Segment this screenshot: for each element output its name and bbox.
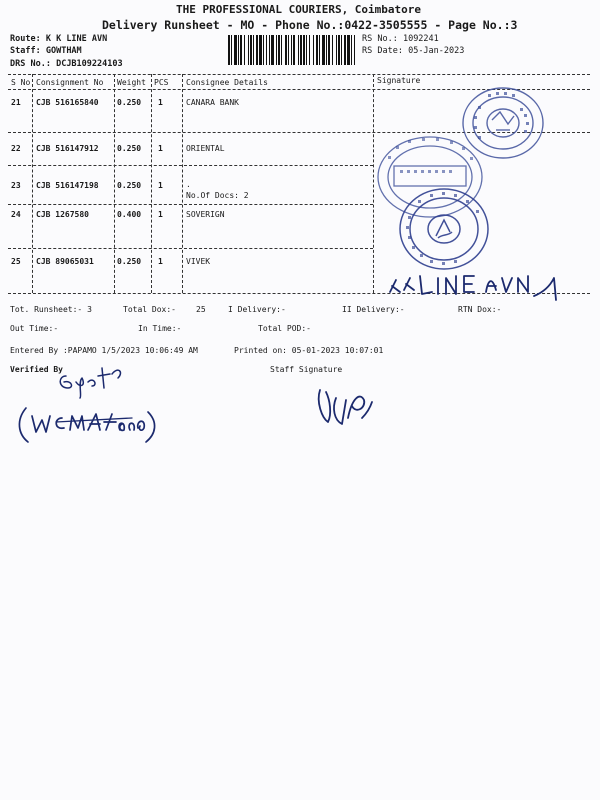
barcode-bar xyxy=(354,35,355,65)
barcode-bar xyxy=(351,35,352,65)
barcode-bar xyxy=(281,35,282,65)
barcode-bar xyxy=(231,35,232,65)
row-pcs: 1 xyxy=(158,257,163,266)
barcode-bar xyxy=(285,35,287,65)
col-divider xyxy=(151,74,152,293)
barcode-bar xyxy=(269,35,270,65)
col-header-signature: Signature xyxy=(377,76,421,85)
barcode-bar xyxy=(298,35,299,65)
barcode-bar xyxy=(276,35,277,65)
row-sno: 21 xyxy=(11,98,21,107)
barcode-bar xyxy=(266,35,267,65)
row-consignee: VIVEK xyxy=(186,257,211,266)
verified-by: Verified By xyxy=(10,365,63,374)
staff-value: GOWTHAM xyxy=(45,46,82,56)
row-note: No.Of Docs: 2 xyxy=(186,191,249,200)
company-title: THE PROFESSIONAL COURIERS, Coimbatore xyxy=(176,3,422,16)
barcode-bar xyxy=(316,35,318,65)
row-sno: 24 xyxy=(11,210,21,219)
barcode-bar xyxy=(313,35,314,65)
barcode-bar xyxy=(271,35,274,65)
barcode-bar xyxy=(263,35,264,65)
col-header-pcs: PCS xyxy=(154,78,169,87)
row-consignee: CANARA BANK xyxy=(186,98,239,107)
barcode-bar xyxy=(336,35,337,65)
rtn-dox: RTN Dox:- xyxy=(458,305,502,314)
row-weight: 0.250 xyxy=(117,144,142,153)
drs-label: DRS No.: xyxy=(10,59,51,69)
col-divider xyxy=(32,74,33,293)
row-weight: 0.250 xyxy=(117,98,142,107)
entered-by: Entered By :PAPAMO 1/5/2023 10:06:49 AM xyxy=(10,346,198,355)
route-row xyxy=(10,34,107,44)
barcode-bar xyxy=(306,35,307,65)
ii-delivery: II Delivery:- xyxy=(342,305,405,314)
out-time: Out Time:- xyxy=(10,324,59,333)
col-divider xyxy=(182,74,183,293)
route-value: K K LINE AVN xyxy=(45,34,108,44)
printed-on: Printed on: 05-01-2023 10:07:01 xyxy=(234,346,384,355)
rs-date-label: RS Date: xyxy=(362,46,403,56)
row-sno: 22 xyxy=(11,144,21,153)
barcode-bar xyxy=(347,35,350,65)
barcode-bar xyxy=(240,35,242,65)
in-time: In Time:- xyxy=(138,324,182,333)
sovereign-syndicate-stamp xyxy=(396,186,492,272)
barcode-bar xyxy=(341,35,342,65)
row-consignee: SOVERIGN xyxy=(186,210,225,219)
i-delivery: I Delivery:- xyxy=(228,305,286,314)
barcode-bar xyxy=(238,35,239,65)
barcode-bar xyxy=(322,35,325,65)
barcode-bar xyxy=(332,35,333,65)
col-header-weight: Weight xyxy=(117,78,146,87)
handwritten-bottom-scrawl xyxy=(16,404,158,444)
barcode-bar xyxy=(338,35,340,65)
barcode-bar xyxy=(293,35,295,65)
rs-date-value: 05-Jan-2023 xyxy=(408,46,465,56)
rs-no-value: 1092241 xyxy=(402,34,439,44)
total-dox-label: Total Dox:- xyxy=(123,305,176,314)
staff-signature-label: Staff Signature xyxy=(270,365,343,374)
staff-signature-mark xyxy=(312,378,378,430)
row-pcs: 1 xyxy=(158,210,163,219)
barcode-bar xyxy=(328,35,330,65)
row-pcs: 1 xyxy=(158,144,163,153)
row-pcs: 1 xyxy=(158,181,163,190)
row-sno: 23 xyxy=(11,181,21,190)
row-consignment: CJB 89065031 xyxy=(36,257,94,266)
handwritten-kk-line-signature xyxy=(384,266,570,306)
staff-row xyxy=(10,46,82,56)
barcode-bar xyxy=(278,35,280,65)
staff-label: Staff: xyxy=(10,46,41,56)
barcode-bar xyxy=(253,35,254,65)
barcode-bar xyxy=(303,35,305,65)
runsheet-subtitle: Delivery Runsheet - MO - Phone No.:0422-3505555 - Page No.:3 xyxy=(102,18,518,32)
row-consignment: CJB 516165840 xyxy=(36,98,99,107)
row-consignment: CJB 516147912 xyxy=(36,144,99,153)
route-label: Route: xyxy=(10,34,41,44)
barcode-bar xyxy=(319,35,320,65)
row-weight: 0.400 xyxy=(117,210,142,219)
row-rule xyxy=(8,204,373,205)
row-sno: 25 xyxy=(11,257,21,266)
total-pod: Total POD:- xyxy=(258,324,311,333)
barcode-bar xyxy=(234,35,237,65)
drs-row xyxy=(10,59,123,69)
barcode-bar xyxy=(300,35,302,65)
barcode-bar xyxy=(326,35,327,65)
col-divider xyxy=(114,74,115,293)
barcode-bar xyxy=(259,35,262,65)
row-consignment: CJB 1267580 xyxy=(36,210,89,219)
col-header-sno: S No xyxy=(11,78,31,87)
row-consignment: CJB 516147198 xyxy=(36,181,99,190)
row-consignee: . xyxy=(186,180,191,189)
drs-value: DCJB109224103 xyxy=(56,59,123,69)
row-pcs: 1 xyxy=(158,98,163,107)
barcode-bar xyxy=(291,35,292,65)
total-dox-value: 25 xyxy=(196,305,206,314)
row-rule xyxy=(8,165,373,166)
row-consignee: ORIENTAL xyxy=(186,144,225,153)
col-header-consignment: Consignment No xyxy=(36,78,104,87)
barcode-bar xyxy=(309,35,310,65)
barcode-bar xyxy=(244,35,245,65)
tot-runsheet: Tot. Runsheet:- 3 xyxy=(10,305,92,314)
barcode-bar xyxy=(228,35,230,65)
barcode-bar xyxy=(250,35,252,65)
rs-no-label: RS No.: xyxy=(362,34,398,44)
barcode-bar xyxy=(344,35,346,65)
barcode xyxy=(228,35,356,65)
barcode-bar xyxy=(256,35,258,65)
row-weight: 0.250 xyxy=(117,181,142,190)
rs-date-row xyxy=(362,46,464,56)
row-weight: 0.250 xyxy=(117,257,142,266)
handwritten-verified-scrawl xyxy=(52,362,132,402)
rs-no-row xyxy=(362,34,439,44)
table-top-rule xyxy=(8,74,590,75)
barcode-bar xyxy=(288,35,289,65)
col-header-consignee: Consignee Details xyxy=(186,78,268,87)
row-rule xyxy=(8,248,373,249)
barcode-bar xyxy=(248,35,249,65)
